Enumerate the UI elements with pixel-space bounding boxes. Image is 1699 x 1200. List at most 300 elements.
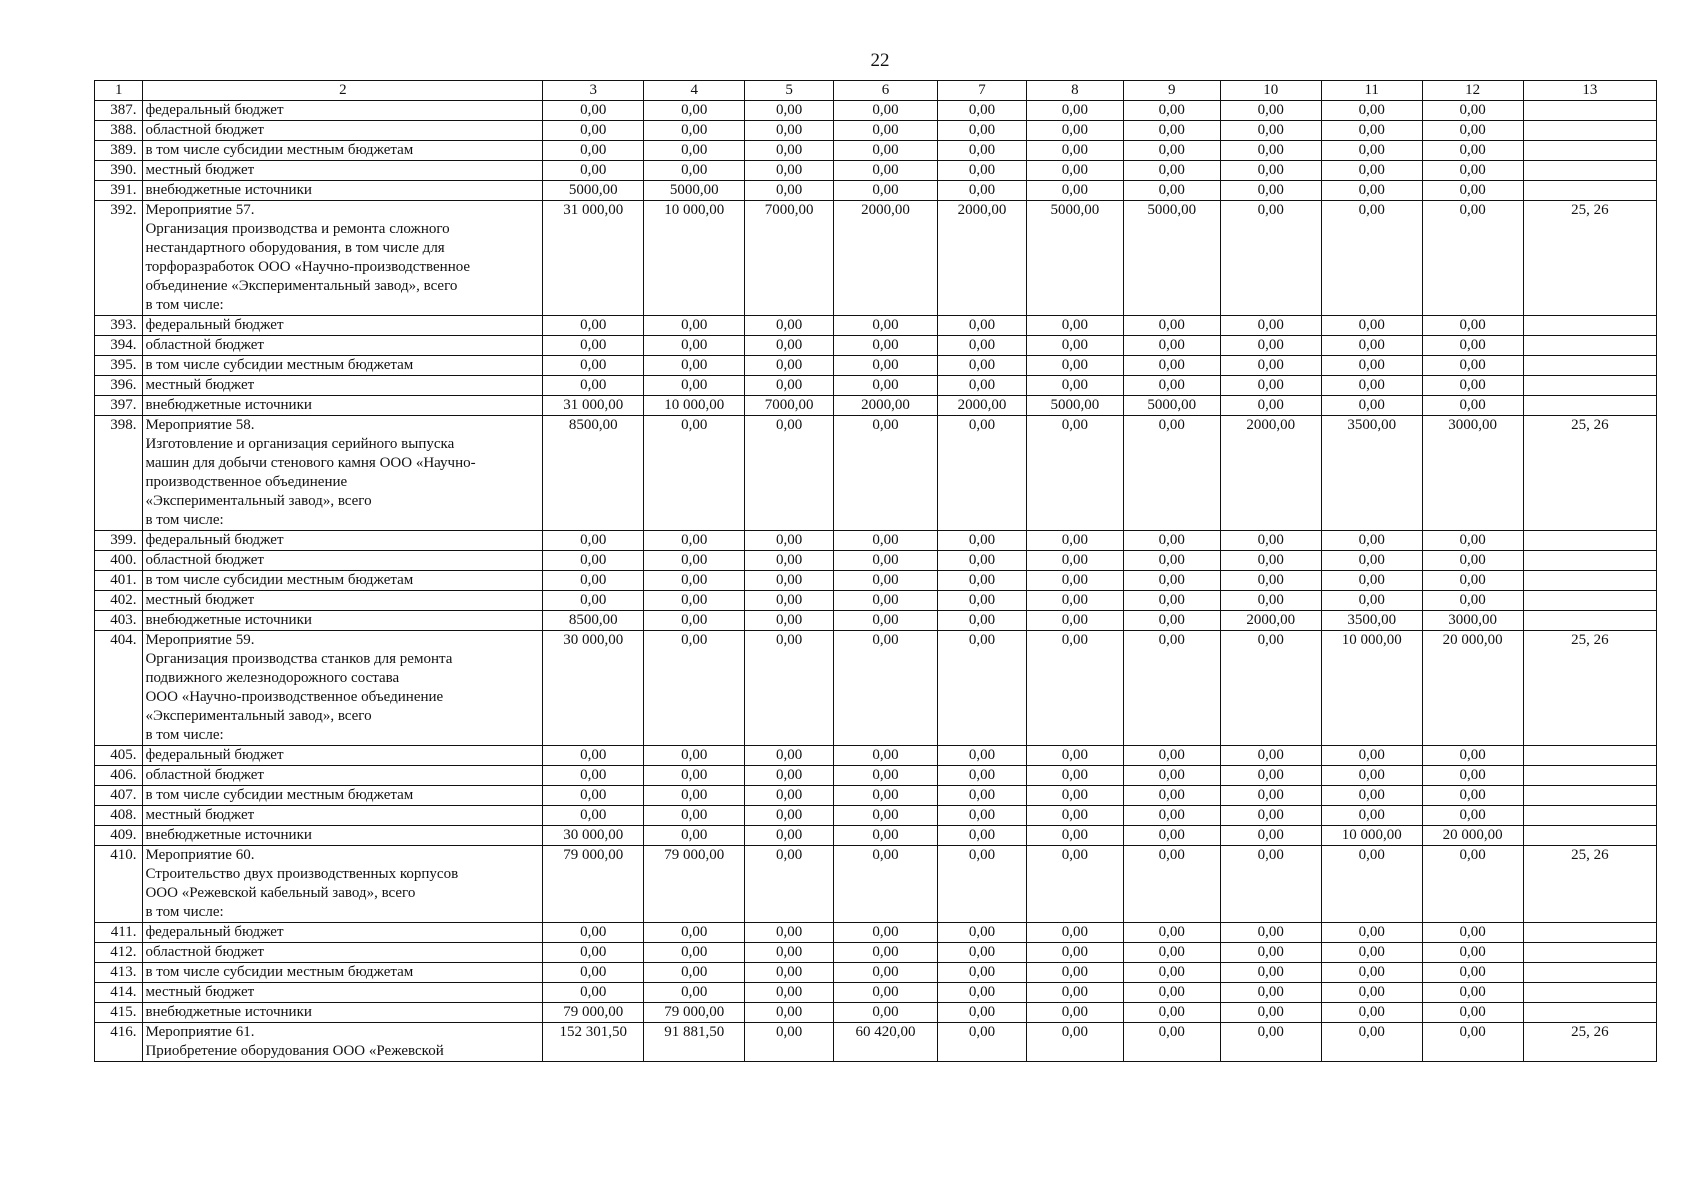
value-cell: 0,00 (1026, 161, 1123, 181)
description-line: в том числе: (145, 727, 224, 743)
value-cell: 0,00 (543, 766, 644, 786)
value-cell: 0,00 (745, 416, 834, 531)
value-cell: 0,00 (1422, 806, 1523, 826)
description-line: «Экспериментальный завод», всего (145, 708, 372, 724)
target-indicator-cell (1523, 316, 1656, 336)
value-cell: 0,00 (1123, 591, 1220, 611)
value-cell: 0,00 (938, 356, 1027, 376)
row-description (143, 1023, 543, 1062)
row-description (143, 416, 543, 531)
row-description (143, 551, 543, 571)
value-cell: 0,00 (543, 141, 644, 161)
row-description (143, 806, 543, 826)
value-cell: 0,00 (834, 746, 938, 766)
value-cell: 0,00 (938, 611, 1027, 631)
value-cell: 0,00 (1220, 356, 1321, 376)
value-cell: 0,00 (1026, 846, 1123, 923)
value-cell: 0,00 (1123, 846, 1220, 923)
value-cell: 0,00 (1123, 806, 1220, 826)
value-cell: 0,00 (543, 786, 644, 806)
row-description (143, 531, 543, 551)
value-cell: 0,00 (1321, 376, 1422, 396)
row-description (143, 611, 543, 631)
value-cell: 0,00 (745, 631, 834, 746)
value-cell: 0,00 (1026, 943, 1123, 963)
description-line: внебюджетные источники (145, 612, 312, 628)
value-cell: 0,00 (1321, 531, 1422, 551)
value-cell: 0,00 (1220, 101, 1321, 121)
value-cell: 0,00 (1422, 141, 1523, 161)
value-cell: 0,00 (745, 571, 834, 591)
value-cell: 0,00 (543, 101, 644, 121)
description-line: машин для добычи стенового камня ООО «Научно- (145, 455, 476, 471)
table-row (95, 826, 1657, 846)
value-cell: 0,00 (745, 181, 834, 201)
description-line: федеральный бюджет (145, 532, 284, 548)
activity-row (95, 201, 1657, 316)
value-cell: 0,00 (745, 316, 834, 336)
value-cell: 0,00 (1123, 416, 1220, 531)
value-cell: 0,00 (1422, 161, 1523, 181)
value-cell: 0,00 (644, 591, 745, 611)
value-cell: 0,00 (1422, 766, 1523, 786)
value-cell: 0,00 (543, 806, 644, 826)
value-cell: 0,00 (938, 416, 1027, 531)
value-cell: 0,00 (1026, 1023, 1123, 1062)
value-cell: 0,00 (1321, 766, 1422, 786)
row-number: 408. (95, 806, 143, 826)
value-cell: 0,00 (1220, 766, 1321, 786)
value-cell: 30 000,00 (543, 826, 644, 846)
row-number: 405. (95, 746, 143, 766)
value-cell: 0,00 (938, 161, 1027, 181)
table-row (95, 611, 1657, 631)
value-cell: 0,00 (1321, 571, 1422, 591)
description-line: в том числе: (145, 512, 224, 528)
value-cell: 0,00 (745, 551, 834, 571)
value-cell: 0,00 (938, 591, 1027, 611)
value-cell: 0,00 (1321, 316, 1422, 336)
value-cell: 0,00 (1123, 531, 1220, 551)
description-line: в том числе субсидии местным бюджетам (145, 572, 414, 588)
target-indicator-cell: 25, 26 (1523, 846, 1656, 923)
value-cell: 0,00 (1321, 786, 1422, 806)
description-line: федеральный бюджет (145, 747, 284, 763)
value-cell: 0,00 (1220, 316, 1321, 336)
row-description (143, 141, 543, 161)
value-cell: 0,00 (1422, 846, 1523, 923)
value-cell: 0,00 (745, 826, 834, 846)
description-line: Организация производства станков для ремонта (145, 651, 453, 667)
value-cell: 0,00 (1422, 356, 1523, 376)
row-number: 412. (95, 943, 143, 963)
value-cell: 0,00 (1220, 631, 1321, 746)
target-indicator-cell (1523, 806, 1656, 826)
value-cell: 0,00 (1220, 1003, 1321, 1023)
value-cell: 0,00 (1220, 141, 1321, 161)
value-cell: 0,00 (1220, 161, 1321, 181)
value-cell: 0,00 (1220, 376, 1321, 396)
value-cell: 0,00 (1026, 963, 1123, 983)
value-cell: 0,00 (834, 963, 938, 983)
value-cell: 5000,00 (1123, 396, 1220, 416)
row-number: 396. (95, 376, 143, 396)
value-cell: 0,00 (1321, 336, 1422, 356)
column-header: 6 (834, 81, 938, 101)
value-cell: 0,00 (644, 786, 745, 806)
value-cell: 0,00 (745, 376, 834, 396)
target-indicator-cell (1523, 786, 1656, 806)
value-cell: 0,00 (745, 766, 834, 786)
value-cell: 0,00 (834, 551, 938, 571)
column-header: 11 (1321, 81, 1422, 101)
value-cell: 0,00 (834, 531, 938, 551)
value-cell: 8500,00 (543, 611, 644, 631)
value-cell: 31 000,00 (543, 396, 644, 416)
value-cell: 0,00 (1220, 846, 1321, 923)
row-description (143, 161, 543, 181)
value-cell: 0,00 (938, 631, 1027, 746)
value-cell: 0,00 (1123, 923, 1220, 943)
value-cell: 0,00 (834, 923, 938, 943)
value-cell: 0,00 (834, 826, 938, 846)
value-cell: 60 420,00 (834, 1023, 938, 1062)
value-cell: 0,00 (1422, 943, 1523, 963)
value-cell: 0,00 (543, 591, 644, 611)
value-cell: 2000,00 (834, 201, 938, 316)
value-cell: 79 000,00 (644, 846, 745, 923)
row-number: 387. (95, 101, 143, 121)
value-cell: 0,00 (834, 1003, 938, 1023)
value-cell: 0,00 (644, 161, 745, 181)
value-cell: 0,00 (1026, 101, 1123, 121)
value-cell: 0,00 (745, 356, 834, 376)
value-cell: 0,00 (1321, 396, 1422, 416)
value-cell: 0,00 (1220, 746, 1321, 766)
value-cell: 0,00 (834, 631, 938, 746)
value-cell: 0,00 (1123, 376, 1220, 396)
value-cell: 0,00 (1321, 1003, 1422, 1023)
target-indicator-cell (1523, 571, 1656, 591)
value-cell: 0,00 (1321, 963, 1422, 983)
value-cell: 0,00 (834, 161, 938, 181)
value-cell: 0,00 (745, 336, 834, 356)
row-description (143, 826, 543, 846)
row-number: 398. (95, 416, 143, 531)
value-cell: 0,00 (1026, 336, 1123, 356)
description-line: областной бюджет (145, 552, 264, 568)
row-number: 400. (95, 551, 143, 571)
table-row (95, 786, 1657, 806)
table-row (95, 766, 1657, 786)
value-cell: 0,00 (1123, 943, 1220, 963)
table-row (95, 121, 1657, 141)
value-cell: 0,00 (745, 983, 834, 1003)
row-description (143, 943, 543, 963)
value-cell: 0,00 (1220, 336, 1321, 356)
value-cell: 0,00 (1123, 121, 1220, 141)
row-number: 394. (95, 336, 143, 356)
target-indicator-cell (1523, 923, 1656, 943)
table-row (95, 316, 1657, 336)
description-line: в том числе субсидии местным бюджетам (145, 357, 414, 373)
description-line: Мероприятие 61. (145, 1024, 255, 1040)
value-cell: 0,00 (1321, 1023, 1422, 1062)
value-cell: 0,00 (938, 181, 1027, 201)
value-cell: 0,00 (745, 923, 834, 943)
table-row (95, 963, 1657, 983)
table-row (95, 101, 1657, 121)
table-row (95, 396, 1657, 416)
column-number-header (95, 81, 1657, 101)
value-cell: 5000,00 (543, 181, 644, 201)
column-header: 12 (1422, 81, 1523, 101)
value-cell: 0,00 (1123, 571, 1220, 591)
value-cell: 0,00 (834, 141, 938, 161)
value-cell: 0,00 (543, 571, 644, 591)
value-cell: 0,00 (1123, 963, 1220, 983)
value-cell: 20 000,00 (1422, 826, 1523, 846)
table-row (95, 551, 1657, 571)
target-indicator-cell (1523, 983, 1656, 1003)
value-cell: 0,00 (1026, 786, 1123, 806)
row-number: 395. (95, 356, 143, 376)
value-cell: 0,00 (1026, 356, 1123, 376)
value-cell: 2000,00 (1220, 611, 1321, 631)
value-cell: 0,00 (834, 983, 938, 1003)
value-cell: 0,00 (745, 963, 834, 983)
value-cell: 0,00 (1321, 141, 1422, 161)
value-cell: 0,00 (1321, 181, 1422, 201)
value-cell: 0,00 (745, 531, 834, 551)
value-cell: 0,00 (1422, 531, 1523, 551)
value-cell: 152 301,50 (543, 1023, 644, 1062)
value-cell: 10 000,00 (1321, 826, 1422, 846)
value-cell: 0,00 (834, 356, 938, 376)
value-cell: 0,00 (745, 121, 834, 141)
value-cell: 0,00 (1422, 101, 1523, 121)
value-cell: 3000,00 (1422, 611, 1523, 631)
row-number: 403. (95, 611, 143, 631)
row-description (143, 376, 543, 396)
target-indicator-cell (1523, 1003, 1656, 1023)
value-cell: 0,00 (745, 101, 834, 121)
column-header: 8 (1026, 81, 1123, 101)
value-cell: 2000,00 (938, 396, 1027, 416)
value-cell: 0,00 (938, 746, 1027, 766)
target-indicator-cell (1523, 826, 1656, 846)
value-cell: 0,00 (938, 943, 1027, 963)
description-line: Мероприятие 59. (145, 632, 255, 648)
description-line: областной бюджет (145, 767, 264, 783)
row-description (143, 571, 543, 591)
value-cell: 0,00 (1123, 983, 1220, 1003)
description-line: внебюджетные источники (145, 397, 312, 413)
value-cell: 0,00 (644, 611, 745, 631)
value-cell: 0,00 (1026, 611, 1123, 631)
row-description (143, 101, 543, 121)
table-row (95, 356, 1657, 376)
value-cell: 0,00 (543, 356, 644, 376)
description-line: ООО «Научно-производственное объединение (145, 689, 444, 705)
value-cell: 5000,00 (1026, 201, 1123, 316)
value-cell: 0,00 (745, 611, 834, 631)
value-cell: 0,00 (1026, 746, 1123, 766)
value-cell: 0,00 (543, 121, 644, 141)
value-cell: 0,00 (1321, 551, 1422, 571)
target-indicator-cell (1523, 181, 1656, 201)
value-cell: 0,00 (543, 316, 644, 336)
value-cell: 0,00 (1123, 101, 1220, 121)
description-line: в том числе субсидии местным бюджетам (145, 787, 414, 803)
value-cell: 0,00 (1220, 923, 1321, 943)
value-cell: 10 000,00 (644, 396, 745, 416)
value-cell: 3000,00 (1422, 416, 1523, 531)
value-cell: 0,00 (1220, 943, 1321, 963)
description-line: в том числе: (145, 297, 224, 313)
value-cell: 0,00 (644, 376, 745, 396)
value-cell: 91 881,50 (644, 1023, 745, 1062)
value-cell: 0,00 (938, 531, 1027, 551)
value-cell: 0,00 (1422, 336, 1523, 356)
description-line: подвижного железнодорожного состава (145, 670, 400, 686)
target-indicator-cell: 25, 26 (1523, 416, 1656, 531)
table-row (95, 336, 1657, 356)
value-cell: 0,00 (644, 571, 745, 591)
value-cell: 0,00 (938, 141, 1027, 161)
value-cell: 0,00 (1123, 826, 1220, 846)
column-header: 1 (95, 81, 143, 101)
target-indicator-cell (1523, 766, 1656, 786)
value-cell: 0,00 (644, 101, 745, 121)
value-cell: 0,00 (644, 531, 745, 551)
table-row (95, 531, 1657, 551)
value-cell: 0,00 (644, 336, 745, 356)
row-number: 404. (95, 631, 143, 746)
activity-row (95, 416, 1657, 531)
value-cell: 0,00 (1123, 316, 1220, 336)
value-cell: 0,00 (834, 611, 938, 631)
value-cell: 0,00 (644, 923, 745, 943)
row-description (143, 963, 543, 983)
row-number: 407. (95, 786, 143, 806)
row-description (143, 746, 543, 766)
value-cell: 0,00 (1422, 983, 1523, 1003)
value-cell: 0,00 (1026, 531, 1123, 551)
value-cell: 0,00 (834, 376, 938, 396)
value-cell: 0,00 (543, 376, 644, 396)
value-cell: 0,00 (834, 786, 938, 806)
value-cell: 0,00 (1220, 963, 1321, 983)
row-number: 389. (95, 141, 143, 161)
value-cell: 0,00 (543, 551, 644, 571)
value-cell: 0,00 (745, 1023, 834, 1062)
value-cell: 0,00 (644, 766, 745, 786)
column-header: 13 (1523, 81, 1656, 101)
value-cell: 79 000,00 (543, 846, 644, 923)
value-cell: 0,00 (1123, 1023, 1220, 1062)
value-cell: 0,00 (834, 101, 938, 121)
row-number: 393. (95, 316, 143, 336)
column-header: 3 (543, 81, 644, 101)
table-row (95, 591, 1657, 611)
description-line: ООО «Режевской кабельный завод», всего (145, 885, 416, 901)
value-cell: 7000,00 (745, 396, 834, 416)
value-cell: 0,00 (1123, 161, 1220, 181)
value-cell: 0,00 (1026, 181, 1123, 201)
value-cell: 0,00 (745, 806, 834, 826)
row-description (143, 923, 543, 943)
row-description (143, 766, 543, 786)
value-cell: 0,00 (1123, 141, 1220, 161)
value-cell: 0,00 (1220, 396, 1321, 416)
value-cell: 2000,00 (834, 396, 938, 416)
description-line: областной бюджет (145, 944, 264, 960)
description-line: объединение «Экспериментальный завод», всего (145, 278, 458, 294)
value-cell: 0,00 (745, 746, 834, 766)
value-cell: 0,00 (1422, 396, 1523, 416)
value-cell: 0,00 (1422, 923, 1523, 943)
value-cell: 0,00 (1321, 943, 1422, 963)
row-number: 397. (95, 396, 143, 416)
row-number: 414. (95, 983, 143, 1003)
value-cell: 0,00 (1220, 1023, 1321, 1062)
row-description (143, 983, 543, 1003)
value-cell: 0,00 (1026, 316, 1123, 336)
value-cell: 8500,00 (543, 416, 644, 531)
value-cell: 0,00 (1123, 766, 1220, 786)
value-cell: 0,00 (1123, 181, 1220, 201)
description-line: областной бюджет (145, 122, 264, 138)
value-cell: 0,00 (938, 846, 1027, 923)
value-cell: 0,00 (1422, 786, 1523, 806)
target-indicator-cell (1523, 943, 1656, 963)
row-description (143, 181, 543, 201)
row-number: 402. (95, 591, 143, 611)
value-cell: 20 000,00 (1422, 631, 1523, 746)
target-indicator-cell (1523, 101, 1656, 121)
value-cell: 0,00 (834, 766, 938, 786)
value-cell: 0,00 (1026, 416, 1123, 531)
value-cell: 0,00 (1123, 631, 1220, 746)
value-cell: 0,00 (745, 161, 834, 181)
value-cell: 0,00 (745, 786, 834, 806)
value-cell: 0,00 (1422, 1003, 1523, 1023)
value-cell: 0,00 (938, 376, 1027, 396)
value-cell: 0,00 (1026, 121, 1123, 141)
target-indicator-cell (1523, 746, 1656, 766)
table-row (95, 923, 1657, 943)
value-cell: 0,00 (1123, 611, 1220, 631)
value-cell: 10 000,00 (644, 201, 745, 316)
value-cell: 0,00 (745, 591, 834, 611)
description-line: в том числе субсидии местным бюджетам (145, 964, 414, 980)
value-cell: 2000,00 (1220, 416, 1321, 531)
row-number: 415. (95, 1003, 143, 1023)
table-row (95, 746, 1657, 766)
table-row (95, 571, 1657, 591)
description-line: Изготовление и организация серийного выпуска (145, 436, 455, 452)
value-cell: 0,00 (644, 826, 745, 846)
value-cell: 0,00 (834, 591, 938, 611)
row-description (143, 336, 543, 356)
value-cell: 0,00 (1422, 746, 1523, 766)
row-number: 392. (95, 201, 143, 316)
description-line: Строительство двух производственных корпусов (145, 866, 459, 882)
value-cell: 0,00 (938, 1003, 1027, 1023)
target-indicator-cell (1523, 376, 1656, 396)
page-number: 22 (870, 50, 890, 71)
